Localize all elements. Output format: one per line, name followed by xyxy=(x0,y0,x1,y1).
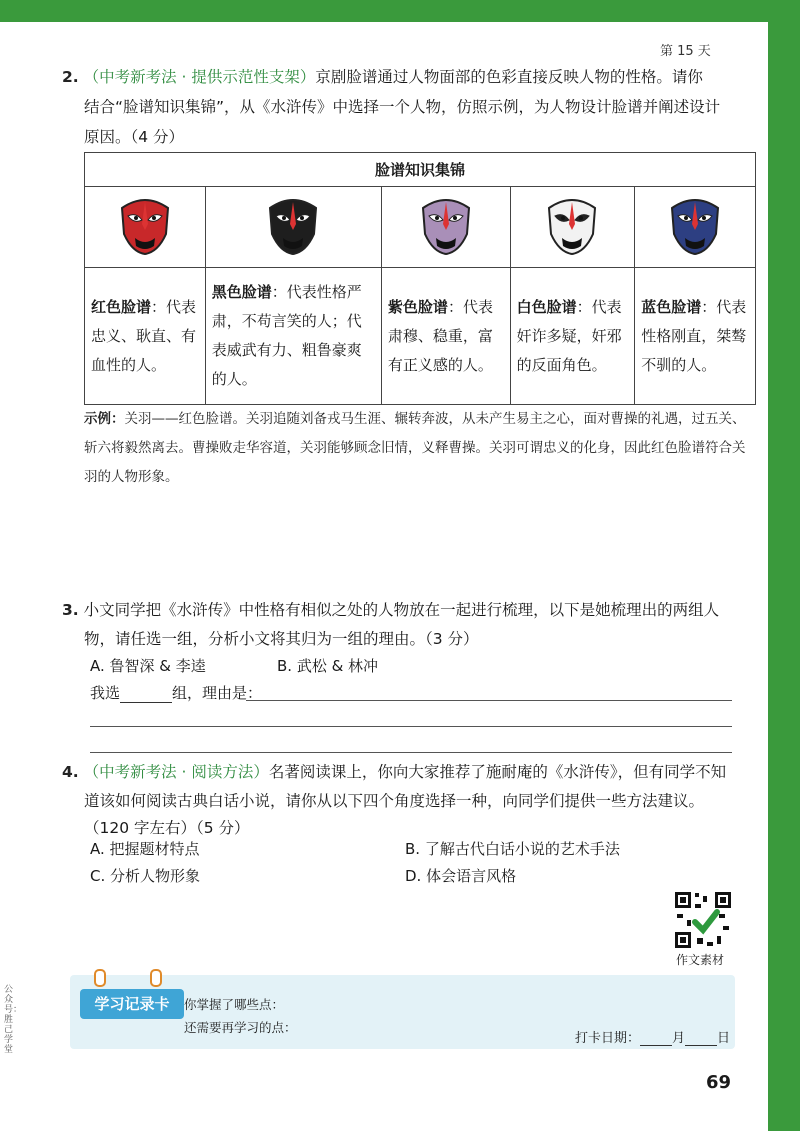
example-block xyxy=(84,405,756,492)
mask-color-label: 白色脸谱 xyxy=(516,297,577,316)
question-2-tag: （中考新考法 · 提供示范性支架） xyxy=(83,68,316,86)
group-blank[interactable] xyxy=(120,684,172,703)
mask-color-meaning: ：代表肃穆、稳重，富有正义感的人。 xyxy=(387,297,493,374)
side-watermark: 公众号：胜己学堂 xyxy=(4,985,23,1055)
mask-color-label: 黑色脸谱 xyxy=(211,283,272,301)
mask-color-meaning: ：代表忠义、耿直、有血性的人。 xyxy=(91,297,197,374)
mask-color-meaning: ：代表性格刚直，桀骜不驯的人。 xyxy=(641,297,747,374)
question-4-option-c: C. 分析人物形象 xyxy=(90,867,201,885)
blue-mask-icon xyxy=(668,194,722,256)
month-blank[interactable] xyxy=(640,1031,672,1046)
mask-color-label: 蓝色脸谱 xyxy=(641,297,702,316)
white-mask-icon xyxy=(545,194,599,256)
red-mask-icon xyxy=(118,194,172,256)
mask-cell xyxy=(510,187,635,268)
top-green-border xyxy=(0,0,800,22)
day-label: 第 15 天 xyxy=(660,44,711,59)
question-2-text-3: 原因。（4 分） xyxy=(84,128,185,146)
study-record-card xyxy=(70,975,735,1049)
question-3-option-a: A. 鲁智深 & 李逵 xyxy=(90,657,206,675)
qr-label: 作文素材 xyxy=(676,953,725,967)
mask-description xyxy=(381,268,510,405)
question-3-option-b: B. 武松 & 林冲 xyxy=(277,657,379,675)
black-mask-icon xyxy=(266,194,320,256)
question-4-tag: （中考新考法 · 阅读方法） xyxy=(83,763,269,781)
mask-cell xyxy=(381,187,510,268)
review-points[interactable]: 还需要再学习的点： xyxy=(184,1020,297,1035)
question-2-text-2: 结合“脸谱知识集锦”，从《水浒传》中选择一个人物，仿照示例，为人物设计脸谱并阐述设计 xyxy=(84,98,721,116)
month-label: 月 xyxy=(672,1031,686,1046)
question-4-number: 4. xyxy=(62,763,79,781)
mask-color-meaning: ：代表奸诈多疑，奸邪的反面角色。 xyxy=(516,297,622,374)
purple-mask-icon xyxy=(419,194,473,256)
page-number: 69 xyxy=(706,1072,732,1093)
question-4-line-1 xyxy=(62,757,732,787)
question-3-number: 3. xyxy=(62,601,79,619)
day-blank[interactable] xyxy=(685,1031,717,1046)
mask-color-meaning: ：代表性格严肃，不苟言笑的人；代表威武有力、粗鲁豪爽的人。 xyxy=(211,283,362,388)
mask-cell xyxy=(635,187,756,268)
question-3-line-1 xyxy=(62,595,732,625)
checkin-label: 打卡日期： xyxy=(575,1031,641,1046)
qr-code[interactable] xyxy=(673,890,733,950)
question-4-text-2: 道该如何阅读古典白话小说，请你从以下四个角度选择一种，向同学们提供一些方法建议。 xyxy=(84,792,705,810)
checkin-date xyxy=(575,1027,730,1046)
record-card-title: 学习记录卡 xyxy=(80,989,184,1019)
mask-knowledge-table xyxy=(84,152,756,405)
question-4-option-a: A. 把握题材特点 xyxy=(90,840,200,858)
answer-prefix: 我选 xyxy=(90,684,121,702)
mastered-points[interactable]: 你掌握了哪些点： xyxy=(184,997,285,1012)
mask-color-label: 紫色脸谱 xyxy=(387,297,448,316)
example-label: 示例： xyxy=(84,411,125,427)
question-2-line-1 xyxy=(62,62,732,92)
answer-mid: 组，理由是： xyxy=(172,684,263,702)
question-4-text-3: （120 字左右）（5 分） xyxy=(84,819,250,837)
mask-cell xyxy=(85,187,206,268)
mask-description xyxy=(205,268,381,405)
mask-cell xyxy=(205,187,381,268)
question-3-answer-line xyxy=(90,682,262,703)
ring-right xyxy=(150,969,162,987)
question-4-option-b: B. 了解古代白话小说的艺术手法 xyxy=(405,840,620,858)
question-3-text-1: 小文同学把《水浒传》中性格有相似之处的人物放在一起进行梳理，以下是她梳理出的两组人 xyxy=(83,601,720,619)
mask-description xyxy=(510,268,635,405)
table-title: 脸谱知识集锦 xyxy=(85,153,756,187)
example-text: 关羽——红色脸谱。关羽追随刘备戎马生涯、辗转奔波，从未产生易主之心，面对曹操的礼遇，过五关、斩六将毅然离去。曹操败走华容道，关羽能够顾念旧情，义释曹操。关羽可谓忠义的化身，因此红色脸谱符合关羽的人物形象。 xyxy=(84,411,746,485)
question-4-option-d: D. 体会语言风格 xyxy=(405,867,517,885)
ring-left xyxy=(94,969,106,987)
mask-color-label: 红色脸谱 xyxy=(91,297,152,316)
question-4-text-1: 名著阅读课上，你向大家推荐了施耐庵的《水浒传》，但有同学不知 xyxy=(268,763,727,781)
answer-line-1[interactable] xyxy=(246,700,732,701)
right-green-border xyxy=(768,0,800,1131)
question-3-text-2: 物，请任选一组，分析小文将其归为一组的理由。（3 分） xyxy=(84,630,479,648)
question-2-number: 2. xyxy=(62,68,79,86)
question-2-text-1: 京剧脸谱通过人物面部的色彩直接反映人物的性格。请你 xyxy=(315,68,703,86)
answer-line-2[interactable] xyxy=(90,726,732,727)
answer-line-3[interactable] xyxy=(90,752,732,753)
mask-description xyxy=(635,268,756,405)
mask-description xyxy=(85,268,206,405)
day-label-text: 日 xyxy=(717,1031,731,1046)
